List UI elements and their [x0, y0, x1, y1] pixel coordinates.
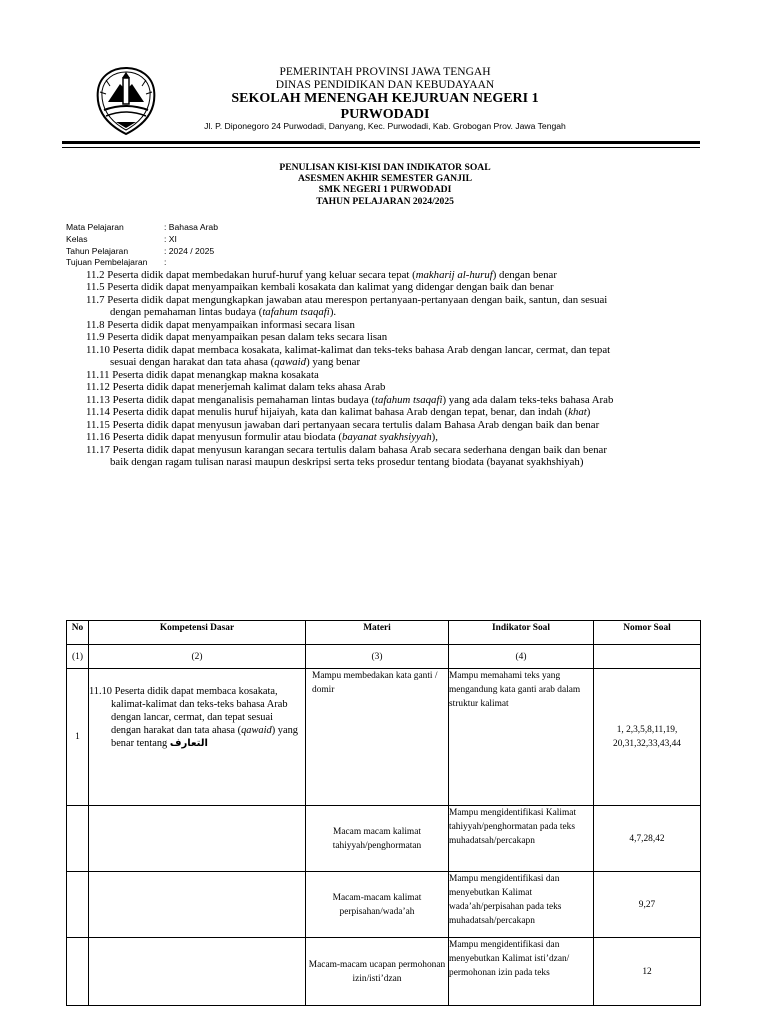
doc-year: TAHUN PELAJARAN 2024/2025 — [316, 196, 454, 207]
info-label: Mata Pelajaran — [66, 222, 124, 232]
row-indikator: Mampu mengidentifikasi Kalimat tahiyyah/penghormatan pada teks muhadatsah/percakapn — [449, 806, 594, 872]
letterhead-address: Jl. P. Diponegoro 24 Purwodadi, Danyang, Kec. Purwodadi, Kab. Grobogan Prov. Jawa Tengah — [204, 121, 566, 131]
objective-11-10: 11.10 Peserta didik dapat membaca kosakata, kalimat-kalimat dan teks-teks bahasa Arab dengan lancar, cermat, dan tepat — [86, 344, 611, 356]
info-value: : 2024 / 2025 — [164, 246, 215, 256]
header-no: No — [67, 621, 89, 645]
letterhead-school-city: PURWODADI — [340, 107, 430, 122]
numbering-cell — [594, 645, 701, 669]
table-row — [67, 938, 701, 1006]
objective-11-10-cont: sesuai dengan harakat dan tata ahasa (qawaid) yang benar — [110, 356, 361, 368]
doc-subtitle: ASESMEN AKHIR SEMESTER GANJIL — [297, 173, 473, 184]
table-row — [67, 872, 701, 938]
objective-11-7-cont: dengan pemahaman lintas budaya (tafahum tsaqafi). — [110, 306, 337, 318]
objective-11-12: 11.12 Peserta didik dapat menerjemah kalimat dalam teks ahasa Arab — [86, 381, 386, 393]
row-kompetensi-dasar — [89, 938, 306, 1006]
row-no: 1 — [67, 669, 89, 806]
jawa-tengah-crest-icon — [94, 66, 158, 136]
row-materi: Macam-macam ucapan permohonan izin/isti’dzan — [306, 938, 449, 1006]
objective-11-15: 11.15 Peserta didik dapat menyusun jawaban dari pertanyaan secara tertulis dalam Bahasa Arab dengan baik dan benar — [86, 419, 600, 431]
row-kompetensi-dasar — [89, 872, 306, 938]
row-indikator: Mampu mengidentifikasi dan menyebutkan Kalimat isti’dzan/ permohonan izin pada teks — [449, 938, 594, 1006]
info-label: Kelas — [66, 234, 88, 244]
header-kompetensi-dasar: Kompetensi Dasar — [89, 621, 306, 645]
letterhead-divider-thin — [62, 147, 700, 148]
objective-11-7: 11.7 Peserta didik dapat mengungkapkan jawaban atau merespon pertanyaan-pertanyaan dengan baik, santun, dan sesuai — [86, 294, 608, 306]
doc-title: PENULISAN KISI-KISI DAN INDIKATOR SOAL — [279, 162, 491, 173]
row-nomor-soal: 1, 2,3,5,8,11,19, 20,31,32,33,43,44 — [594, 669, 701, 806]
objective-11-11: 11.11 Peserta didik dapat menangkap makna kosakata — [86, 369, 319, 381]
objective-11-17: 11.17 Peserta didik dapat menyusun karangan secara tertulis dalam bahasa Arab secara sederhana dengan baik dan benar — [86, 444, 607, 456]
row-nomor-soal: 4,7,28,42 — [594, 806, 701, 872]
info-label: Tujuan Pembelajaran — [66, 257, 148, 267]
row-nomor-soal: 12 — [594, 938, 701, 1006]
objective-11-8: 11.8 Peserta didik dapat menyampaikan informasi secara lisan — [86, 319, 355, 331]
numbering-cell: (4) — [449, 645, 594, 669]
info-value: : — [164, 257, 167, 267]
doc-school: SMK NEGERI 1 PURWODADI — [318, 184, 452, 195]
objective-11-14: 11.14 Peserta didik dapat menulis huruf hijaiyah, kata dan kalimat bahasa Arab dengan tepat, benar, dan indah (khat) — [86, 406, 591, 418]
kisi-kisi-table — [66, 620, 701, 1006]
row-materi: Mampu membedakan kata ganti / domir — [306, 669, 449, 806]
table-row — [67, 806, 701, 872]
row-no — [67, 872, 89, 938]
objective-11-16: 11.16 Peserta didik dapat menyusun formulir atau biodata (bayanat syakhsiyyah), — [86, 431, 438, 443]
letterhead-department: DINAS PENDIDIKAN DAN KEBUDAYAAN — [275, 79, 495, 91]
objective-11-5: 11.5 Peserta didik dapat menyampaikan kembali kosakata dan kalimat yang didengar dengan baik dan benar — [86, 281, 554, 293]
objective-11-17-cont: baik dengan ragam tulisan narasi maupun deskripsi serta teks prosedur tentang biodata (bayanat syakhshiyah) — [110, 456, 584, 468]
table-row — [67, 669, 701, 806]
row-nomor-soal: 9,27 — [594, 872, 701, 938]
letterhead-divider-thick — [62, 141, 700, 144]
row-indikator: Mampu mengidentifikasi dan menyebutkan Kalimat wada’ah/perpisahan pada teks muhadatsah/percakapn — [449, 872, 594, 938]
row-kompetensi-dasar — [89, 806, 306, 872]
letterhead-school-name: SEKOLAH MENENGAH KEJURUAN NEGERI 1 — [231, 91, 539, 106]
row-materi: Macam-macam kalimat perpisahan/wada’ah — [306, 872, 449, 938]
objective-11-2: 11.2 Peserta didik dapat membedakan huruf-huruf yang keluar secara tepat (makharij al-huruf) dengan benar — [86, 269, 557, 281]
info-label: Tahun Pelajaran — [66, 246, 129, 256]
arabic-term: التعارف — [169, 738, 208, 749]
letterhead-government: PEMERINTAH PROVINSI JAWA TENGAH — [279, 66, 491, 78]
table-header-row — [67, 621, 701, 645]
table-numbering-row — [67, 645, 701, 669]
row-materi: Macam macam kalimat tahiyyah/penghormatan — [306, 806, 449, 872]
row-no — [67, 806, 89, 872]
row-no — [67, 938, 89, 1006]
info-value: : Bahasa Arab — [164, 222, 218, 232]
numbering-cell: (1) — [67, 645, 89, 669]
numbering-cell: (2) — [89, 645, 306, 669]
header-nomor-soal: Nomor Soal — [594, 621, 701, 645]
row-kompetensi-dasar: 11.10 Peserta didik dapat membaca kosakata, kalimat-kalimat dan teks-teks bahasa Arab dengan lancar, cermat, dan tepat sesuai dengan harakat dan tata ahasa (qawaid) yang benar tentang التعارف — [89, 669, 306, 806]
numbering-cell: (3) — [306, 645, 449, 669]
objective-11-13: 11.13 Peserta didik dapat menganalisis pemahaman lintas budaya (tafahum tsaqafi) yang ada dalam teks-teks bahasa Arab — [86, 394, 614, 406]
header-materi: Materi — [306, 621, 449, 645]
info-value: : XI — [164, 234, 177, 244]
objective-11-9: 11.9 Peserta didik dapat menyampaikan pesan dalam teks secara lisan — [86, 331, 388, 343]
row-indikator: Mampu memahami teks yang mengandung kata ganti arab dalam struktur kalimat — [449, 669, 594, 806]
header-indikator-soal: Indikator Soal — [449, 621, 594, 645]
